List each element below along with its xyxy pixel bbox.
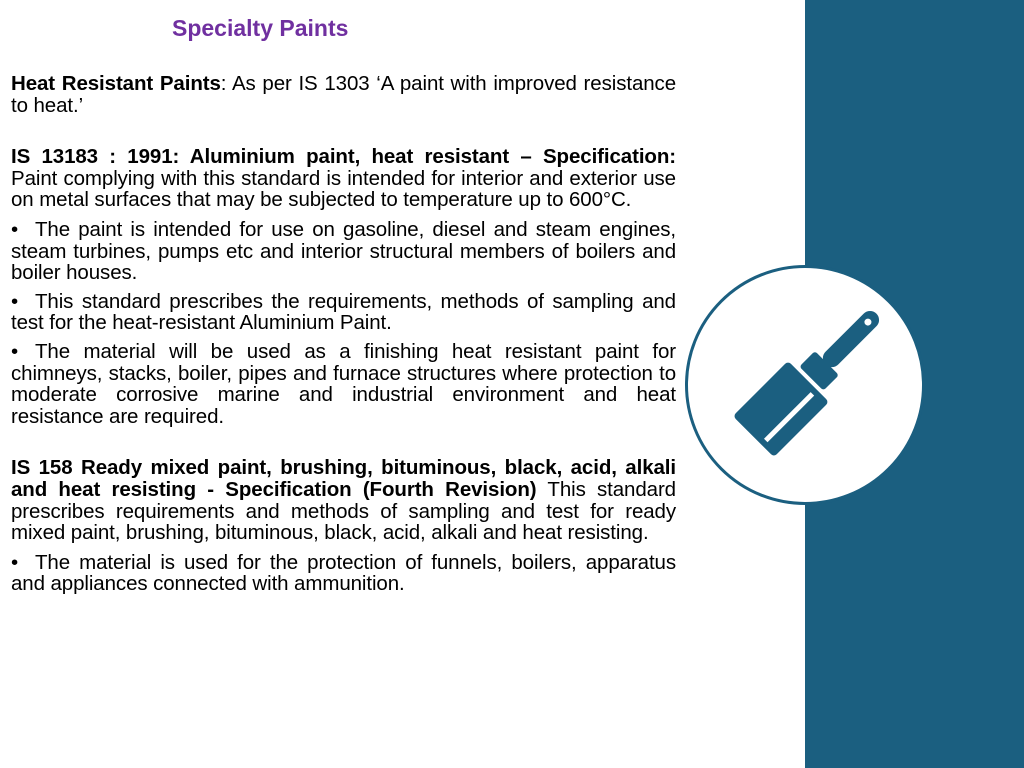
list-item <box>11 552 676 595</box>
section1-bullet-list <box>11 219 676 427</box>
bullet-text: The material will be used as a finishing heat resistant paint for chimneys, stacks, boiler, pipes and furnace structures where protection to moderate corrosive marine and industrial environment and heat resistance are required. <box>11 339 676 428</box>
bullet-icon: • <box>11 217 19 241</box>
body-content <box>11 73 676 602</box>
list-item <box>11 219 676 284</box>
section2-heading: IS 158 Ready mixed paint, brushing, bituminous, black, acid, alkali and heat resisting - Specification (Fourth Revision) <box>11 456 676 501</box>
intro-paragraph <box>11 73 676 116</box>
section1-text: Paint complying with this standard is intended for interior and exterior use on metal surfaces that may be subjected to temperature up to 600°C. <box>11 166 676 212</box>
page-title: Specialty Paints <box>172 15 349 41</box>
bullet-text: This standard prescribes the requirements, methods of sampling and test for the heat-resistant Aluminium Paint. <box>11 289 676 335</box>
section2-bullet-list <box>11 552 676 595</box>
bullet-text: The material is used for the protection of funnels, boilers, apparatus and appliances connected with ammunition. <box>11 550 676 596</box>
bullet-text: The paint is intended for use on gasoline, diesel and steam engines, steam turbines, pumps etc and interior structural members of boilers and boiler houses. <box>11 217 676 285</box>
intro-text: : As per IS 1303 ‘A paint with improved resistance to heat.’ <box>11 72 676 117</box>
section1-heading: IS 13183 : 1991: Aluminium paint, heat resistant – Specification: <box>11 145 676 169</box>
bullet-icon: • <box>11 289 19 313</box>
paintbrush-icon <box>688 268 922 502</box>
list-item <box>11 291 676 334</box>
section1-paragraph <box>11 146 676 211</box>
bullet-icon: • <box>11 550 19 574</box>
section2-paragraph <box>11 457 676 543</box>
section2-text: This standard prescribes requirements and methods of sampling and test for ready mixed paint, brushing, bituminous, black, acid, alkali and heat resisting. <box>11 477 676 545</box>
intro-lead: Heat Resistant Paints <box>11 72 221 95</box>
list-item <box>11 341 676 427</box>
bullet-icon: • <box>11 339 19 363</box>
icon-badge <box>685 265 925 505</box>
